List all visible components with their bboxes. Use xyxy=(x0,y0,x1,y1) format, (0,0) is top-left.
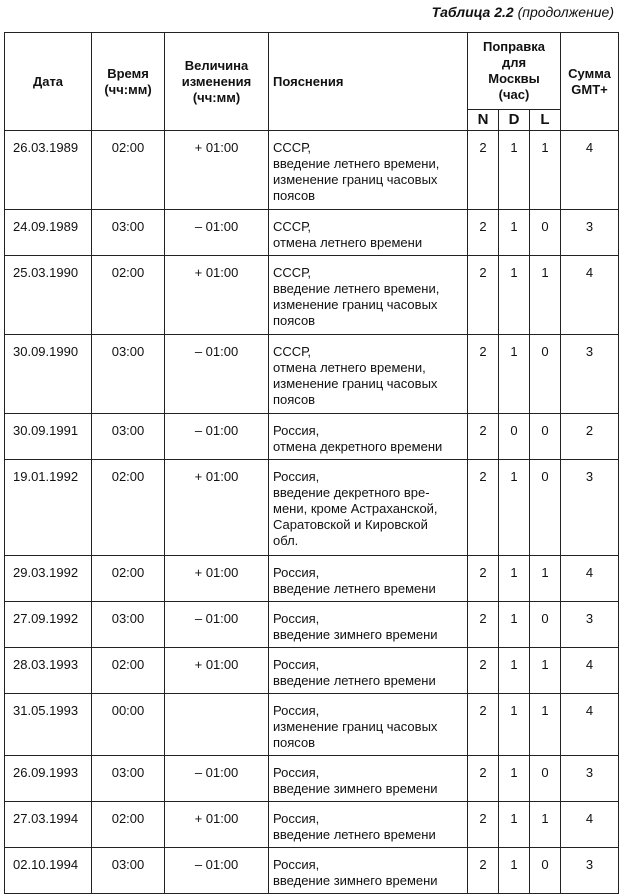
l-cell: 0 xyxy=(530,756,561,802)
n-cell: 2 xyxy=(468,602,499,648)
date-cell: 24.09.1989 xyxy=(5,210,92,256)
n-cell: 2 xyxy=(468,848,499,894)
l-cell: 0 xyxy=(530,210,561,256)
l-cell: 0 xyxy=(530,848,561,894)
change-cell: + 01:00 xyxy=(165,648,269,694)
note-cell: Россия, введение зимнего времени xyxy=(269,848,468,894)
n-cell: 2 xyxy=(468,131,499,210)
change-cell: – 01:00 xyxy=(165,414,269,460)
header-notes: Пояснения xyxy=(269,33,468,131)
sum-cell: 4 xyxy=(561,648,619,694)
table-row xyxy=(5,460,619,556)
time-cell: 02:00 xyxy=(92,131,165,210)
timezone-table xyxy=(4,32,619,894)
date-cell: 26.09.1993 xyxy=(5,756,92,802)
l-cell: 1 xyxy=(530,694,561,756)
sum-cell: 3 xyxy=(561,756,619,802)
n-cell: 2 xyxy=(468,648,499,694)
change-cell: – 01:00 xyxy=(165,848,269,894)
n-cell: 2 xyxy=(468,256,499,335)
time-cell: 03:00 xyxy=(92,335,165,414)
d-cell: 1 xyxy=(499,756,530,802)
time-cell: 03:00 xyxy=(92,756,165,802)
n-cell: 2 xyxy=(468,802,499,848)
l-cell: 1 xyxy=(530,648,561,694)
sum-cell: 4 xyxy=(561,131,619,210)
time-cell: 03:00 xyxy=(92,414,165,460)
table-row xyxy=(5,694,619,756)
d-cell: 1 xyxy=(499,648,530,694)
table-row xyxy=(5,756,619,802)
sum-cell: 3 xyxy=(561,210,619,256)
note-cell: СССР, введение летнего времени, изменение границ часовых поясов xyxy=(269,256,468,335)
date-cell: 31.05.1993 xyxy=(5,694,92,756)
d-cell: 0 xyxy=(499,414,530,460)
d-cell: 1 xyxy=(499,210,530,256)
d-cell: 1 xyxy=(499,802,530,848)
table-row xyxy=(5,414,619,460)
change-cell: – 01:00 xyxy=(165,335,269,414)
d-cell: 1 xyxy=(499,602,530,648)
d-cell: 1 xyxy=(499,131,530,210)
date-cell: 28.03.1993 xyxy=(5,648,92,694)
note-cell: Россия, введение летнего времени xyxy=(269,648,468,694)
l-cell: 0 xyxy=(530,335,561,414)
n-cell: 2 xyxy=(468,335,499,414)
n-cell: 2 xyxy=(468,556,499,602)
header-d: D xyxy=(499,110,530,131)
l-cell: 0 xyxy=(530,414,561,460)
note-cell: Россия, изменение границ часовых поясов xyxy=(269,694,468,756)
note-cell: СССР, отмена летнего времени, изменение границ часовых поясов xyxy=(269,335,468,414)
table-row xyxy=(5,210,619,256)
note-cell: Россия, отмена декретного времени xyxy=(269,414,468,460)
d-cell: 1 xyxy=(499,694,530,756)
change-cell: + 01:00 xyxy=(165,460,269,556)
note-cell: Россия, введение декретного вре- мени, кроме Астраханской, Саратовской и Кировской обл. xyxy=(269,460,468,556)
l-cell: 1 xyxy=(530,802,561,848)
change-cell: + 01:00 xyxy=(165,556,269,602)
n-cell: 2 xyxy=(468,756,499,802)
time-cell: 02:00 xyxy=(92,460,165,556)
time-cell: 02:00 xyxy=(92,648,165,694)
date-cell: 19.01.1992 xyxy=(5,460,92,556)
table-row xyxy=(5,648,619,694)
change-cell xyxy=(165,694,269,756)
date-cell: 29.03.1992 xyxy=(5,556,92,602)
sum-cell: 4 xyxy=(561,256,619,335)
note-cell: Россия, введение летнего времени xyxy=(269,802,468,848)
header-time: Время (чч:мм) xyxy=(92,33,165,131)
note-cell: СССР, отмена летнего времени xyxy=(269,210,468,256)
sum-cell: 3 xyxy=(561,848,619,894)
l-cell: 0 xyxy=(530,460,561,556)
table-row xyxy=(5,335,619,414)
date-cell: 30.09.1991 xyxy=(5,414,92,460)
change-cell: + 01:00 xyxy=(165,256,269,335)
header-l: L xyxy=(530,110,561,131)
header-moscow: Поправка для Москвы (час) xyxy=(468,33,561,110)
d-cell: 1 xyxy=(499,335,530,414)
table-caption xyxy=(432,4,614,20)
table-row xyxy=(5,848,619,894)
caption-suffix: (продолжение) xyxy=(517,4,614,20)
time-cell: 02:00 xyxy=(92,556,165,602)
note-cell: Россия, введение зимнего времени xyxy=(269,602,468,648)
d-cell: 1 xyxy=(499,256,530,335)
time-cell: 02:00 xyxy=(92,802,165,848)
n-cell: 2 xyxy=(468,210,499,256)
time-cell: 03:00 xyxy=(92,848,165,894)
date-cell: 25.03.1990 xyxy=(5,256,92,335)
time-cell: 00:00 xyxy=(92,694,165,756)
l-cell: 0 xyxy=(530,602,561,648)
header-n: N xyxy=(468,110,499,131)
date-cell: 27.09.1992 xyxy=(5,602,92,648)
l-cell: 1 xyxy=(530,556,561,602)
table-row xyxy=(5,256,619,335)
sum-cell: 3 xyxy=(561,460,619,556)
header-date: Дата xyxy=(5,33,92,131)
table-row xyxy=(5,802,619,848)
change-cell: – 01:00 xyxy=(165,756,269,802)
sum-cell: 4 xyxy=(561,802,619,848)
note-cell: Россия, введение зимнего времени xyxy=(269,756,468,802)
sum-cell: 3 xyxy=(561,602,619,648)
n-cell: 2 xyxy=(468,694,499,756)
change-cell: – 01:00 xyxy=(165,602,269,648)
d-cell: 1 xyxy=(499,460,530,556)
table-row xyxy=(5,602,619,648)
note-cell: Россия, введение летнего времени xyxy=(269,556,468,602)
header-sum: Сумма GMT+ xyxy=(561,33,619,131)
d-cell: 1 xyxy=(499,848,530,894)
sum-cell: 4 xyxy=(561,556,619,602)
date-cell: 02.10.1994 xyxy=(5,848,92,894)
header-change: Величина изменения (чч:мм) xyxy=(165,33,269,131)
sum-cell: 2 xyxy=(561,414,619,460)
sum-cell: 4 xyxy=(561,694,619,756)
l-cell: 1 xyxy=(530,131,561,210)
date-cell: 30.09.1990 xyxy=(5,335,92,414)
caption-title: Таблица 2.2 xyxy=(431,4,514,20)
date-cell: 27.03.1994 xyxy=(5,802,92,848)
date-cell: 26.03.1989 xyxy=(5,131,92,210)
table-row xyxy=(5,131,619,210)
change-cell: – 01:00 xyxy=(165,210,269,256)
time-cell: 03:00 xyxy=(92,210,165,256)
note-cell: СССР, введение летнего времени, изменение границ часовых поясов xyxy=(269,131,468,210)
change-cell: + 01:00 xyxy=(165,802,269,848)
change-cell: + 01:00 xyxy=(165,131,269,210)
time-cell: 02:00 xyxy=(92,256,165,335)
n-cell: 2 xyxy=(468,460,499,556)
l-cell: 1 xyxy=(530,256,561,335)
sum-cell: 3 xyxy=(561,335,619,414)
n-cell: 2 xyxy=(468,414,499,460)
table-row xyxy=(5,556,619,602)
d-cell: 1 xyxy=(499,556,530,602)
time-cell: 03:00 xyxy=(92,602,165,648)
